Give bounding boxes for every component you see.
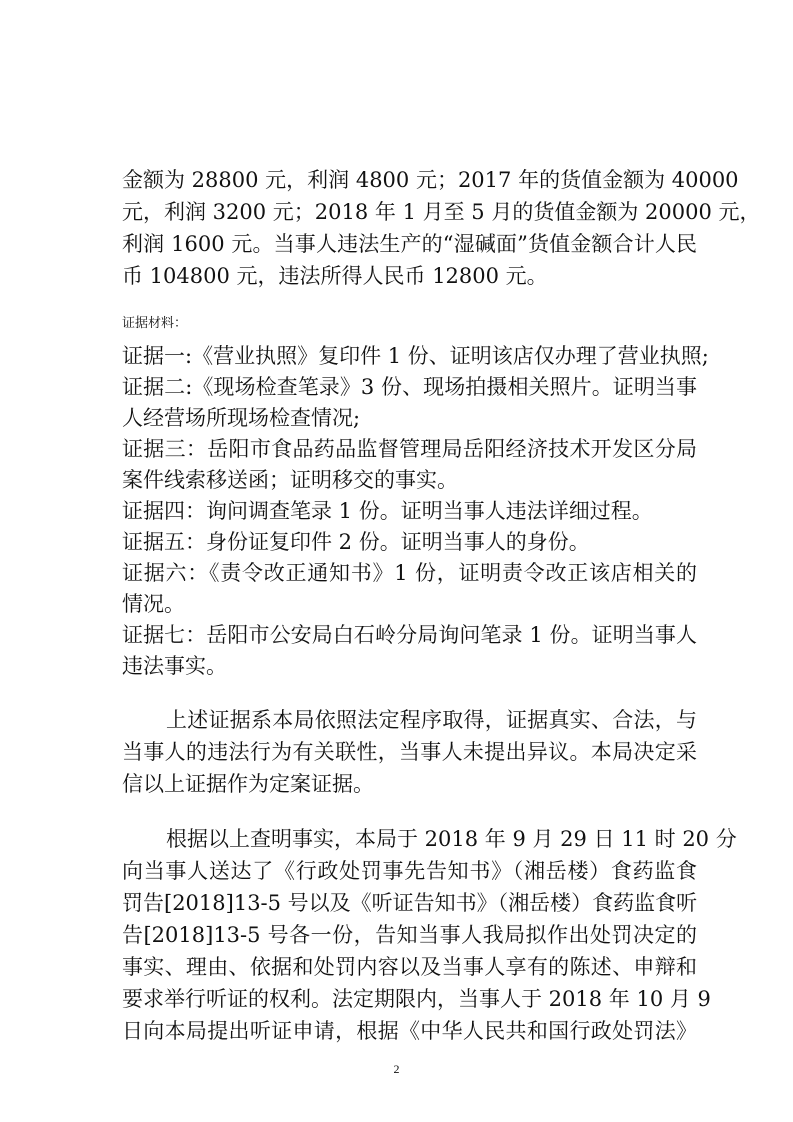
evidence-item-7: 证据七：岳阳市公安局白石岭分局询问笔录 1 份。证明当事人 [122,623,697,647]
text-line: 根据以上查明事实，本局于 2018 年 9 月 29 日 11 时 20 分 [166,827,737,851]
text-line: 罚告[2018]13-5 号以及《听证告知书》（湘岳楼）食药监食听 [122,891,698,915]
text-line: 币 104800 元，违法所得人民币 12800 元。 [122,264,548,288]
evidence-item-3-cont: 案件线索移送函；证明移交的事实。 [122,468,458,492]
text-line: 告[2018]13-5 号各一份，告知当事人我局拟作出处罚决定的 [122,923,697,947]
text-line: 当事人的违法行为有关联性，当事人未提出异议。本局决定采 [122,740,697,764]
text-line: 向当事人送达了《行政处罚事先告知书》（湘岳楼）食药监食 [122,859,697,883]
evidence-item-3: 证据三：岳阳市食品药品监督管理局岳阳经济技术开发区分局 [122,437,697,461]
text-line: 要求举行听证的权利。法定期限内，当事人于 2018 年 10 月 9 [122,987,711,1011]
text-line: 事实、理由、依据和处罚内容以及当事人享有的陈述、申辩和 [122,955,697,979]
evidence-item-6-cont: 情况。 [122,592,185,616]
text-line: 日向本局提出听证申请，根据《中华人民共和国行政处罚法》 [122,1019,697,1043]
evidence-item-5: 证据五：身份证复印件 2 份。证明当事人的身份。 [122,530,590,554]
evidence-item-4: 证据四：询问调查笔录 1 份。证明当事人违法详细过程。 [122,499,653,523]
text-line: 利润 1600 元。当事人违法生产的“湿碱面”货值金额合计人民 [122,232,697,256]
evidence-item-2-cont: 人经营场所现场检查情况; [122,406,361,430]
page-number: 2 [393,1062,400,1076]
text-line: 信以上证据作为定案证据。 [122,772,374,796]
evidence-item-1: 证据一:《营业执照》复印件 1 份、证明该店仅办理了营业执照; [122,344,709,368]
evidence-item-6: 证据六：《责令改正通知书》1 份，证明责令改正该店相关的 [122,561,697,585]
evidence-item-7-cont: 违法事实。 [122,654,227,678]
text-line: 金额为 28800 元，利润 4800 元；2017 年的货值金额为 40000 [122,168,739,192]
text-line: 元，利润 3200 元；2018 年 1 月至 5 月的货值金额为 20000 元， [122,200,761,224]
evidence-heading: 证据材料： [122,316,188,331]
evidence-item-2: 证据二:《现场检查笔录》3 份、现场拍摄相关照片。证明当事 [122,375,697,399]
text-line: 上述证据系本局依照法定程序取得，证据真实、合法，与 [166,708,697,732]
